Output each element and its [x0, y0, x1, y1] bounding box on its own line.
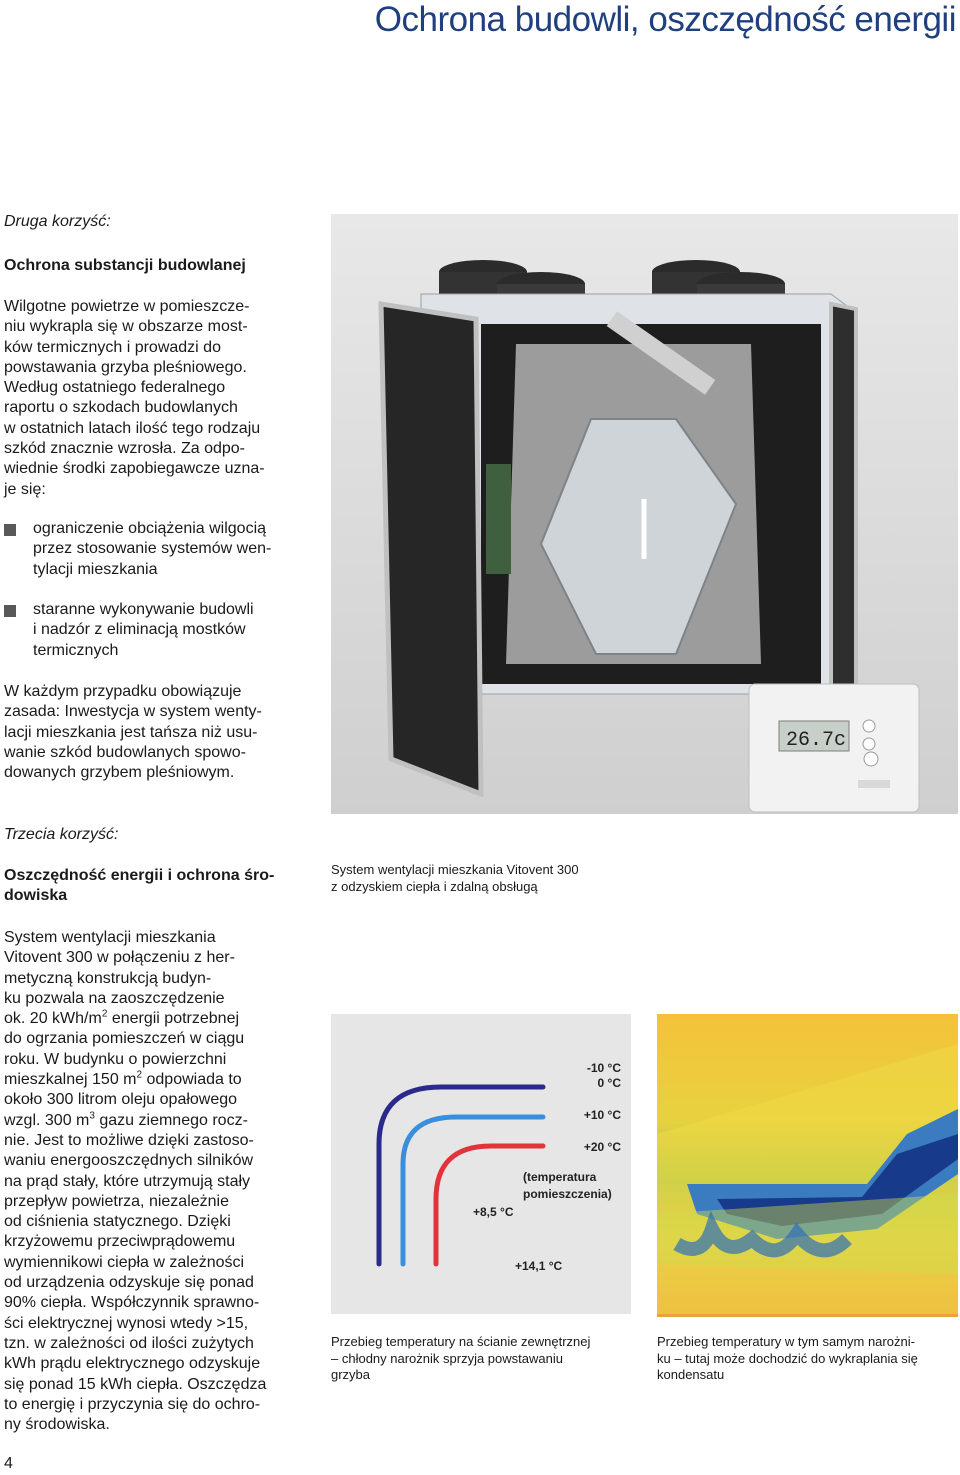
label-plus20: +20 °C [583, 1140, 621, 1154]
text-line: staranne wykonywanie budowli [33, 601, 254, 618]
text-line: od ciśnienia statycznego. Dzięki [4, 1213, 231, 1231]
text-line: się ponad 15 kWh ciepła. Oszczędza [4, 1375, 267, 1393]
text-line: tylacji mieszkania [33, 560, 158, 578]
label-plus10: +10 °C [583, 1108, 621, 1122]
bullet-square-icon [4, 524, 16, 536]
product-photo [331, 214, 958, 814]
text-line: ograniczenie obciążenia wilgocią [33, 520, 267, 537]
caption-line: Przebieg temperatury na ścianie zewnętrznej [331, 1334, 591, 1349]
diagram-caption [331, 1334, 590, 1384]
text-line: przepływ powietrza, niezależnie [4, 1192, 229, 1210]
bullet-item [4, 519, 314, 580]
text-line: System wentylacji mieszkania [4, 929, 216, 946]
thermo-caption [657, 1334, 918, 1384]
text-line: ków termicznych i prowadzi do [4, 338, 221, 356]
text-line: waniu energooszczędnych silników [4, 1152, 254, 1170]
text-line: ny środowiska. [4, 1416, 110, 1434]
text-line: roku. W budynku o powierzchni [4, 1050, 227, 1068]
controller-display: 26.7c [786, 729, 847, 752]
text-line: wanie szkód budowlanych spowo- [4, 743, 246, 761]
label-minus10: -10 °C [586, 1061, 621, 1075]
text-line: w ostatnich latach ilość tego rodzaju [4, 419, 261, 437]
ventilation-unit-illustration [331, 214, 958, 814]
caption-line: z odzyskiem ciepła i zdalną obsługą [331, 878, 538, 894]
section3-heading [4, 866, 304, 907]
text-line: około 300 litrom oleju opałowego [4, 1091, 238, 1109]
text-line: kWh prądu elektrycznego odzyskuje [4, 1355, 261, 1373]
thermal-image [657, 1014, 958, 1317]
text-line: 90% ciepła. Współczynnik sprawno- [4, 1294, 260, 1312]
section2-kicker: Druga korzyść: [4, 213, 111, 230]
caption-line: System wentylacji mieszkania Vitovent 300 [331, 862, 579, 877]
text-line: mieszkalnej 150 $m^2$ odpowiada to [4, 1069, 242, 1089]
section3-body [4, 928, 304, 1435]
text-line: nie. Jest to możliwe dzięki zastoso- [4, 1131, 254, 1149]
text-line: na prąd stały, które utrzymują stały [4, 1172, 251, 1190]
page-title: Ochrona budowli, oszczędność energii [374, 0, 956, 39]
text-line: ku pozwala na zaoszczędzenie [4, 989, 225, 1007]
section2-closing [4, 682, 304, 783]
text-line: wiednie środki zapobiegawcze uzna- [4, 460, 265, 478]
text-line: termicznych [33, 641, 119, 659]
section2-heading: Ochrona substancji budowlanej [4, 257, 246, 274]
text-line: je się: [4, 480, 46, 498]
heading-line: dowiska [4, 887, 68, 905]
text-line: ok. 20 kWh/$m^2$ energii potrzebnej [4, 1008, 240, 1028]
text-line: dowanych grzybem pleśniowym. [4, 764, 235, 782]
text-line: do ogrzania pomieszczeń w ciągu [4, 1030, 245, 1048]
text-line: tzn. w zależności od ilości zużytych [4, 1334, 254, 1352]
thermography-illustration [657, 1014, 958, 1317]
section3-kicker: Trzecia korzyść: [4, 826, 119, 843]
text-line: wymiennikowi ciepła w zależności [4, 1253, 245, 1271]
text-line: przez stosowanie systemów wen- [33, 540, 272, 558]
text-line: ści elektrycznej wynosi wtedy >15, [4, 1314, 249, 1332]
text-line: raportu o szkodach budowlanych [4, 399, 238, 417]
caption-line: ku – tutaj może dochodzić do wykraplania się [657, 1350, 918, 1366]
text-line: niu wykrapla się w obszarze most- [4, 318, 248, 336]
section2-intro [4, 297, 304, 500]
caption-line: – chłodny narożnik sprzyja powstawaniu [331, 1350, 563, 1366]
text-line: to energię i przyczynia się do ochro- [4, 1395, 261, 1413]
temperature-diagram [331, 1014, 631, 1314]
text-line: od urządzenia odzyskuje się ponad [4, 1274, 254, 1292]
text-line: Wilgotne powietrze w pomieszcze- [4, 298, 250, 315]
text-line: Vitovent 300 w połączeniu z her- [4, 949, 235, 967]
bullet-square-icon [4, 605, 16, 617]
text-line: krzyżowemu przeciwprądowemu [4, 1233, 236, 1251]
text-line: W każdym przypadku obowiązuje [4, 683, 242, 700]
label-zero: 0 °C [597, 1076, 621, 1090]
photo-caption [331, 862, 579, 895]
label-wall: +14,1 °C [515, 1259, 563, 1273]
label-room-2: pomieszczenia) [523, 1187, 612, 1201]
text-line: i nadzór z eliminacją mostków [33, 621, 246, 639]
label-room-1: (temperatura [523, 1170, 597, 1184]
caption-line: Przebieg temperatury w tym samym narożni- [657, 1334, 915, 1349]
caption-line: kondensatu [657, 1367, 725, 1382]
text-line: powstawania grzyba pleśniowego. [4, 358, 247, 376]
page-number: 4 [4, 1455, 13, 1472]
text-line: zasada: Inwestycja w system wenty- [4, 703, 262, 721]
text-line: szkód znacznie wzrosła. Za odpo- [4, 440, 245, 458]
text-line: lacji mieszkania jest tańsza niż usu- [4, 723, 258, 741]
text-line: wzgl. 300 $m^3$ gazu ziemnego rocz- [4, 1110, 248, 1129]
text-line: Według ostatniego federalnego [4, 379, 226, 397]
wall-temperature-illustration [331, 1014, 631, 1314]
label-corner: +8,5 °C [473, 1205, 514, 1219]
isotherm-zero-curve [403, 1117, 543, 1264]
caption-line: grzyba [331, 1367, 371, 1382]
bullet-item [4, 600, 314, 661]
text-line: metyczną konstrukcją budyn- [4, 969, 212, 987]
heading-line: Oszczędność energii i ochrona śro- [4, 867, 275, 884]
